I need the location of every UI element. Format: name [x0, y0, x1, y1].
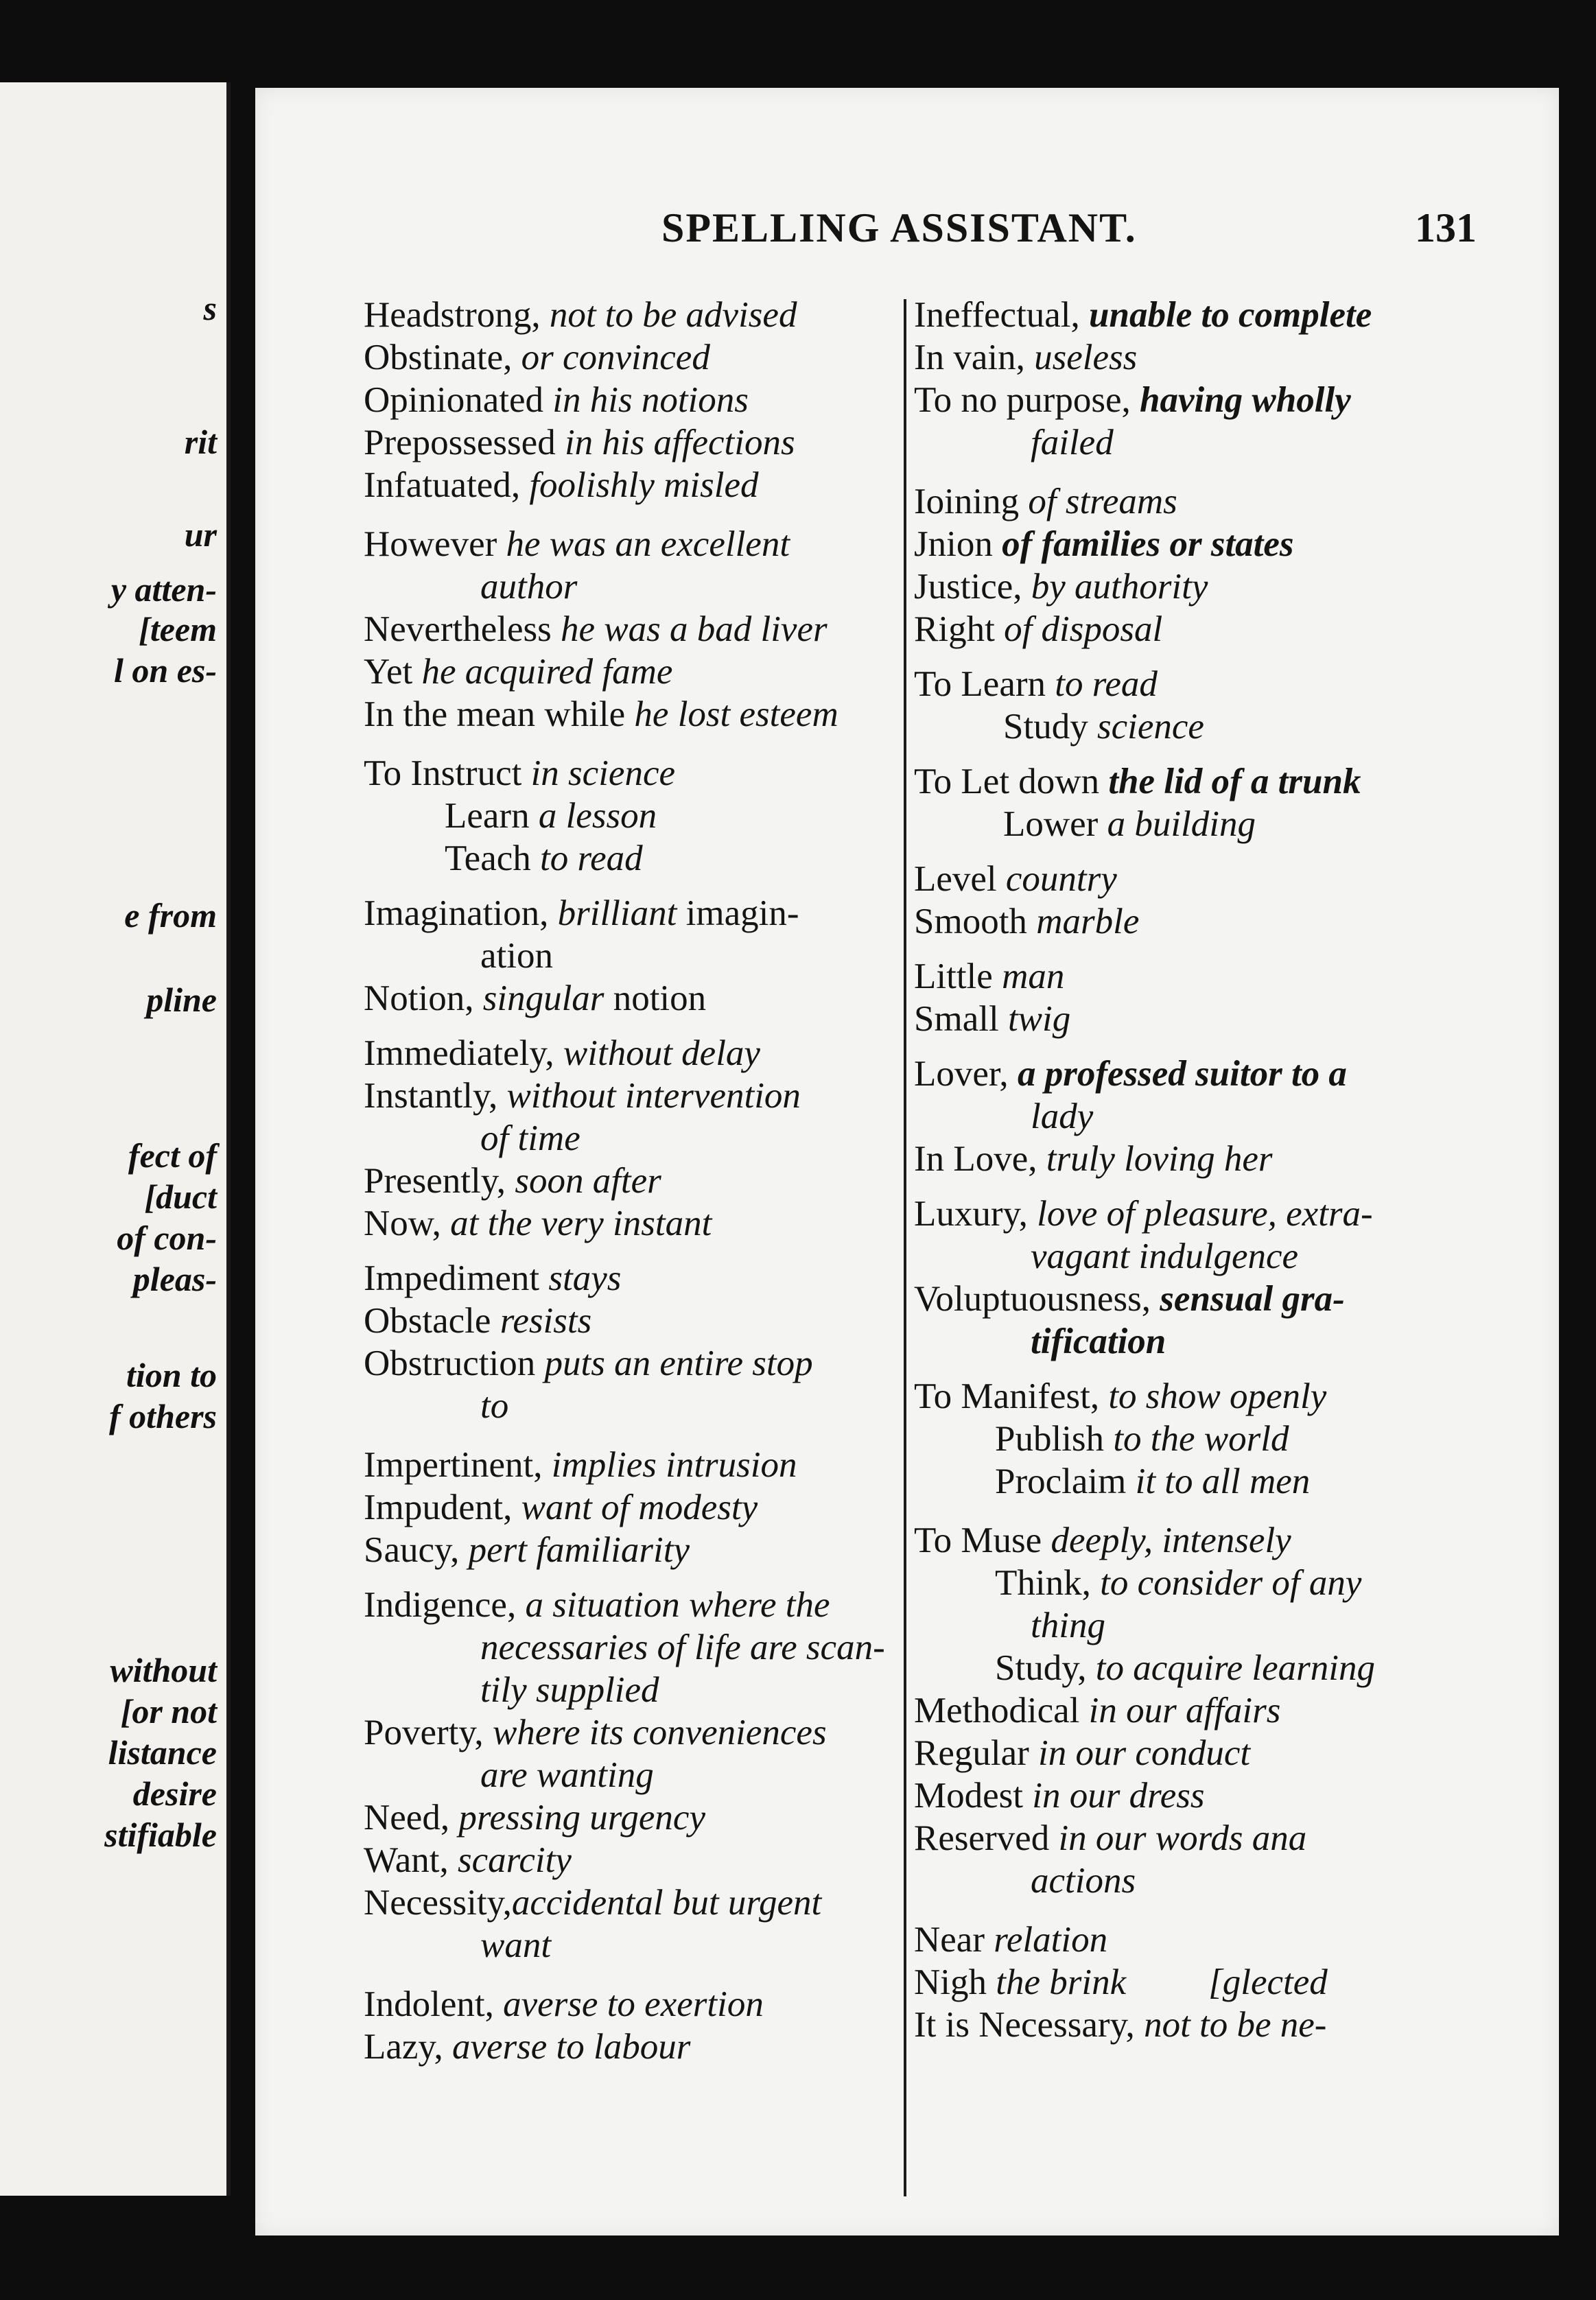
facing-page-text-fragment: listance	[108, 1733, 217, 1772]
entry: Learn a lesson	[445, 796, 657, 836]
entry: Lover, a professed suitor to a	[914, 1054, 1347, 1094]
entry: Presently, soon after	[364, 1161, 661, 1201]
entry-continuation: ation	[480, 936, 553, 976]
facing-page-text-fragment: pleas-	[132, 1260, 217, 1298]
entry: To Let down the lid of a trunk	[914, 762, 1361, 801]
page-number: 131	[1415, 205, 1477, 250]
entry: To Muse deeply, intensely	[914, 1521, 1291, 1560]
entry: Yet he acquired fame	[364, 652, 673, 692]
facing-page-text-fragment: e from	[124, 896, 217, 935]
entry-continuation: lady	[1031, 1096, 1094, 1136]
facing-page-text-fragment: desire	[132, 1774, 217, 1813]
entry: Notion, singular notion	[364, 978, 707, 1018]
column-divider	[904, 299, 906, 2196]
facing-page-text-fragment: f others	[109, 1397, 217, 1435]
entry-continuation: to	[480, 1386, 509, 1426]
entry: Smooth marble	[914, 902, 1140, 941]
facing-page-text-fragment: without	[110, 1651, 217, 1689]
facing-page-text-fragment: ur	[184, 515, 217, 554]
entry: Infatuated, foolishly misled	[364, 465, 759, 505]
entry: Nigh the brink [glected	[914, 1962, 1328, 2002]
entry: Impertinent, implies intrusion	[364, 1445, 797, 1485]
entry-continuation: want	[480, 1925, 552, 1965]
running-header	[255, 204, 1559, 259]
entry: Necessity,accidental but urgent	[364, 1883, 822, 1923]
entry: Saucy, pert familiarity	[364, 1530, 690, 1570]
entry-continuation: tification	[1031, 1322, 1166, 1361]
entry-continuation: failed	[1031, 423, 1114, 462]
facing-page-text-fragment: rit	[184, 423, 217, 461]
entry: Study, to acquire learning	[995, 1648, 1376, 1688]
entry: Poverty, where its conveniences	[364, 1713, 827, 1752]
entry: Obstinate, or convinced	[364, 338, 710, 377]
facing-page-text-fragment: pline	[146, 981, 217, 1019]
entry: Obstacle resists	[364, 1301, 592, 1341]
entry-continuation: thing	[1031, 1606, 1105, 1645]
entry-continuation: necessaries of life are scan-	[480, 1628, 885, 1667]
facing-page-text-fragment: of con-	[117, 1219, 217, 1257]
entry: Luxury, love of pleasure, extra-	[914, 1194, 1373, 1234]
entry: Now, at the very instant	[364, 1204, 712, 1243]
entry: It is Necessary, not to be ne-	[914, 2005, 1327, 2045]
entry-continuation: are wanting	[480, 1755, 654, 1795]
entry: Proclaim it to all men	[995, 1462, 1311, 1501]
entry-continuation: actions	[1031, 1861, 1136, 1901]
entry: In vain, useless	[914, 338, 1138, 377]
entry: Indolent, averse to exertion	[364, 1984, 764, 2024]
entry: Publish to the world	[995, 1419, 1289, 1459]
entry: Impudent, want of modesty	[364, 1488, 758, 1527]
facing-page-text-fragment: [or not	[120, 1692, 217, 1730]
entry: Teach to read	[445, 838, 643, 878]
entry: Want, scarcity	[364, 1840, 572, 1880]
facing-page-text-fragment: [duct	[144, 1177, 217, 1216]
entry-continuation: tily supplied	[480, 1670, 659, 1710]
entry: Prepossessed in his affections	[364, 423, 795, 462]
facing-page-text-fragment: fect of	[128, 1136, 217, 1175]
entry: Near relation	[914, 1920, 1108, 1960]
entry: Impediment stays	[364, 1258, 622, 1298]
facing-page-text-fragment: y atten-	[110, 570, 217, 609]
entry: Little man	[914, 957, 1065, 996]
entry: In Love, truly loving her	[914, 1139, 1273, 1179]
entry: Opinionated in his notions	[364, 380, 749, 420]
facing-page-text-fragment: s	[203, 289, 217, 327]
entry-continuation: author	[480, 567, 578, 607]
entry: Ioining of streams	[914, 482, 1177, 521]
book-page	[255, 88, 1559, 2236]
facing-page-text-fragment: [teem	[139, 610, 217, 648]
entry: Voluptuousness, sensual gra-	[914, 1279, 1345, 1319]
entry: However he was an excellent	[364, 524, 790, 564]
facing-page-left	[0, 82, 231, 2196]
entry-continuation: vagant indulgence	[1031, 1236, 1299, 1276]
facing-page-text-fragment: tion to	[126, 1356, 217, 1394]
entry: Reserved in our words ana	[914, 1818, 1307, 1858]
entry: Think, to consider of any	[995, 1563, 1362, 1603]
entry: To Instruct in science	[364, 753, 675, 793]
right-column	[914, 294, 1525, 2046]
facing-page-text-fragment: stifiable	[104, 1816, 217, 1854]
left-column	[364, 294, 899, 2068]
entry: To no purpose, having wholly	[914, 380, 1351, 420]
entry: Immediately, without delay	[364, 1033, 760, 1073]
entry: Right of disposal	[914, 609, 1163, 649]
entry: Study science	[1003, 707, 1204, 747]
entry: Level country	[914, 859, 1117, 899]
running-title: SPELLING ASSISTANT.	[661, 205, 1137, 250]
entry-continuation: of time	[480, 1118, 580, 1158]
entry: To Learn to read	[914, 664, 1158, 704]
facing-page-text-fragment: l on es-	[114, 651, 217, 690]
entry: Imagination, brilliant imagin-	[364, 893, 799, 933]
entry: Obstruction puts an entire stop	[364, 1343, 813, 1383]
entry: Justice, by authority	[914, 567, 1208, 607]
entry: Nevertheless he was a bad liver	[364, 609, 828, 649]
entry: Need, pressing urgency	[364, 1798, 705, 1838]
entry: Jnion of families or states	[914, 524, 1294, 564]
entry: Ineffectual, unable to complete	[914, 295, 1372, 335]
entry: Indigence, a situation where the	[364, 1585, 830, 1625]
entry: Lower a building	[1003, 804, 1256, 844]
entry: Methodical in our affairs	[914, 1691, 1281, 1730]
entry: Headstrong, not to be advised	[364, 295, 797, 335]
entry: In the mean while he lost esteem	[364, 694, 838, 734]
entry: Regular in our conduct	[914, 1733, 1251, 1773]
entry: Instantly, without intervention	[364, 1076, 801, 1116]
entry: Small twig	[914, 999, 1071, 1039]
entry: Modest in our dress	[914, 1776, 1205, 1816]
entry: To Manifest, to show openly	[914, 1376, 1327, 1416]
entry: Lazy, averse to labour	[364, 2027, 691, 2067]
